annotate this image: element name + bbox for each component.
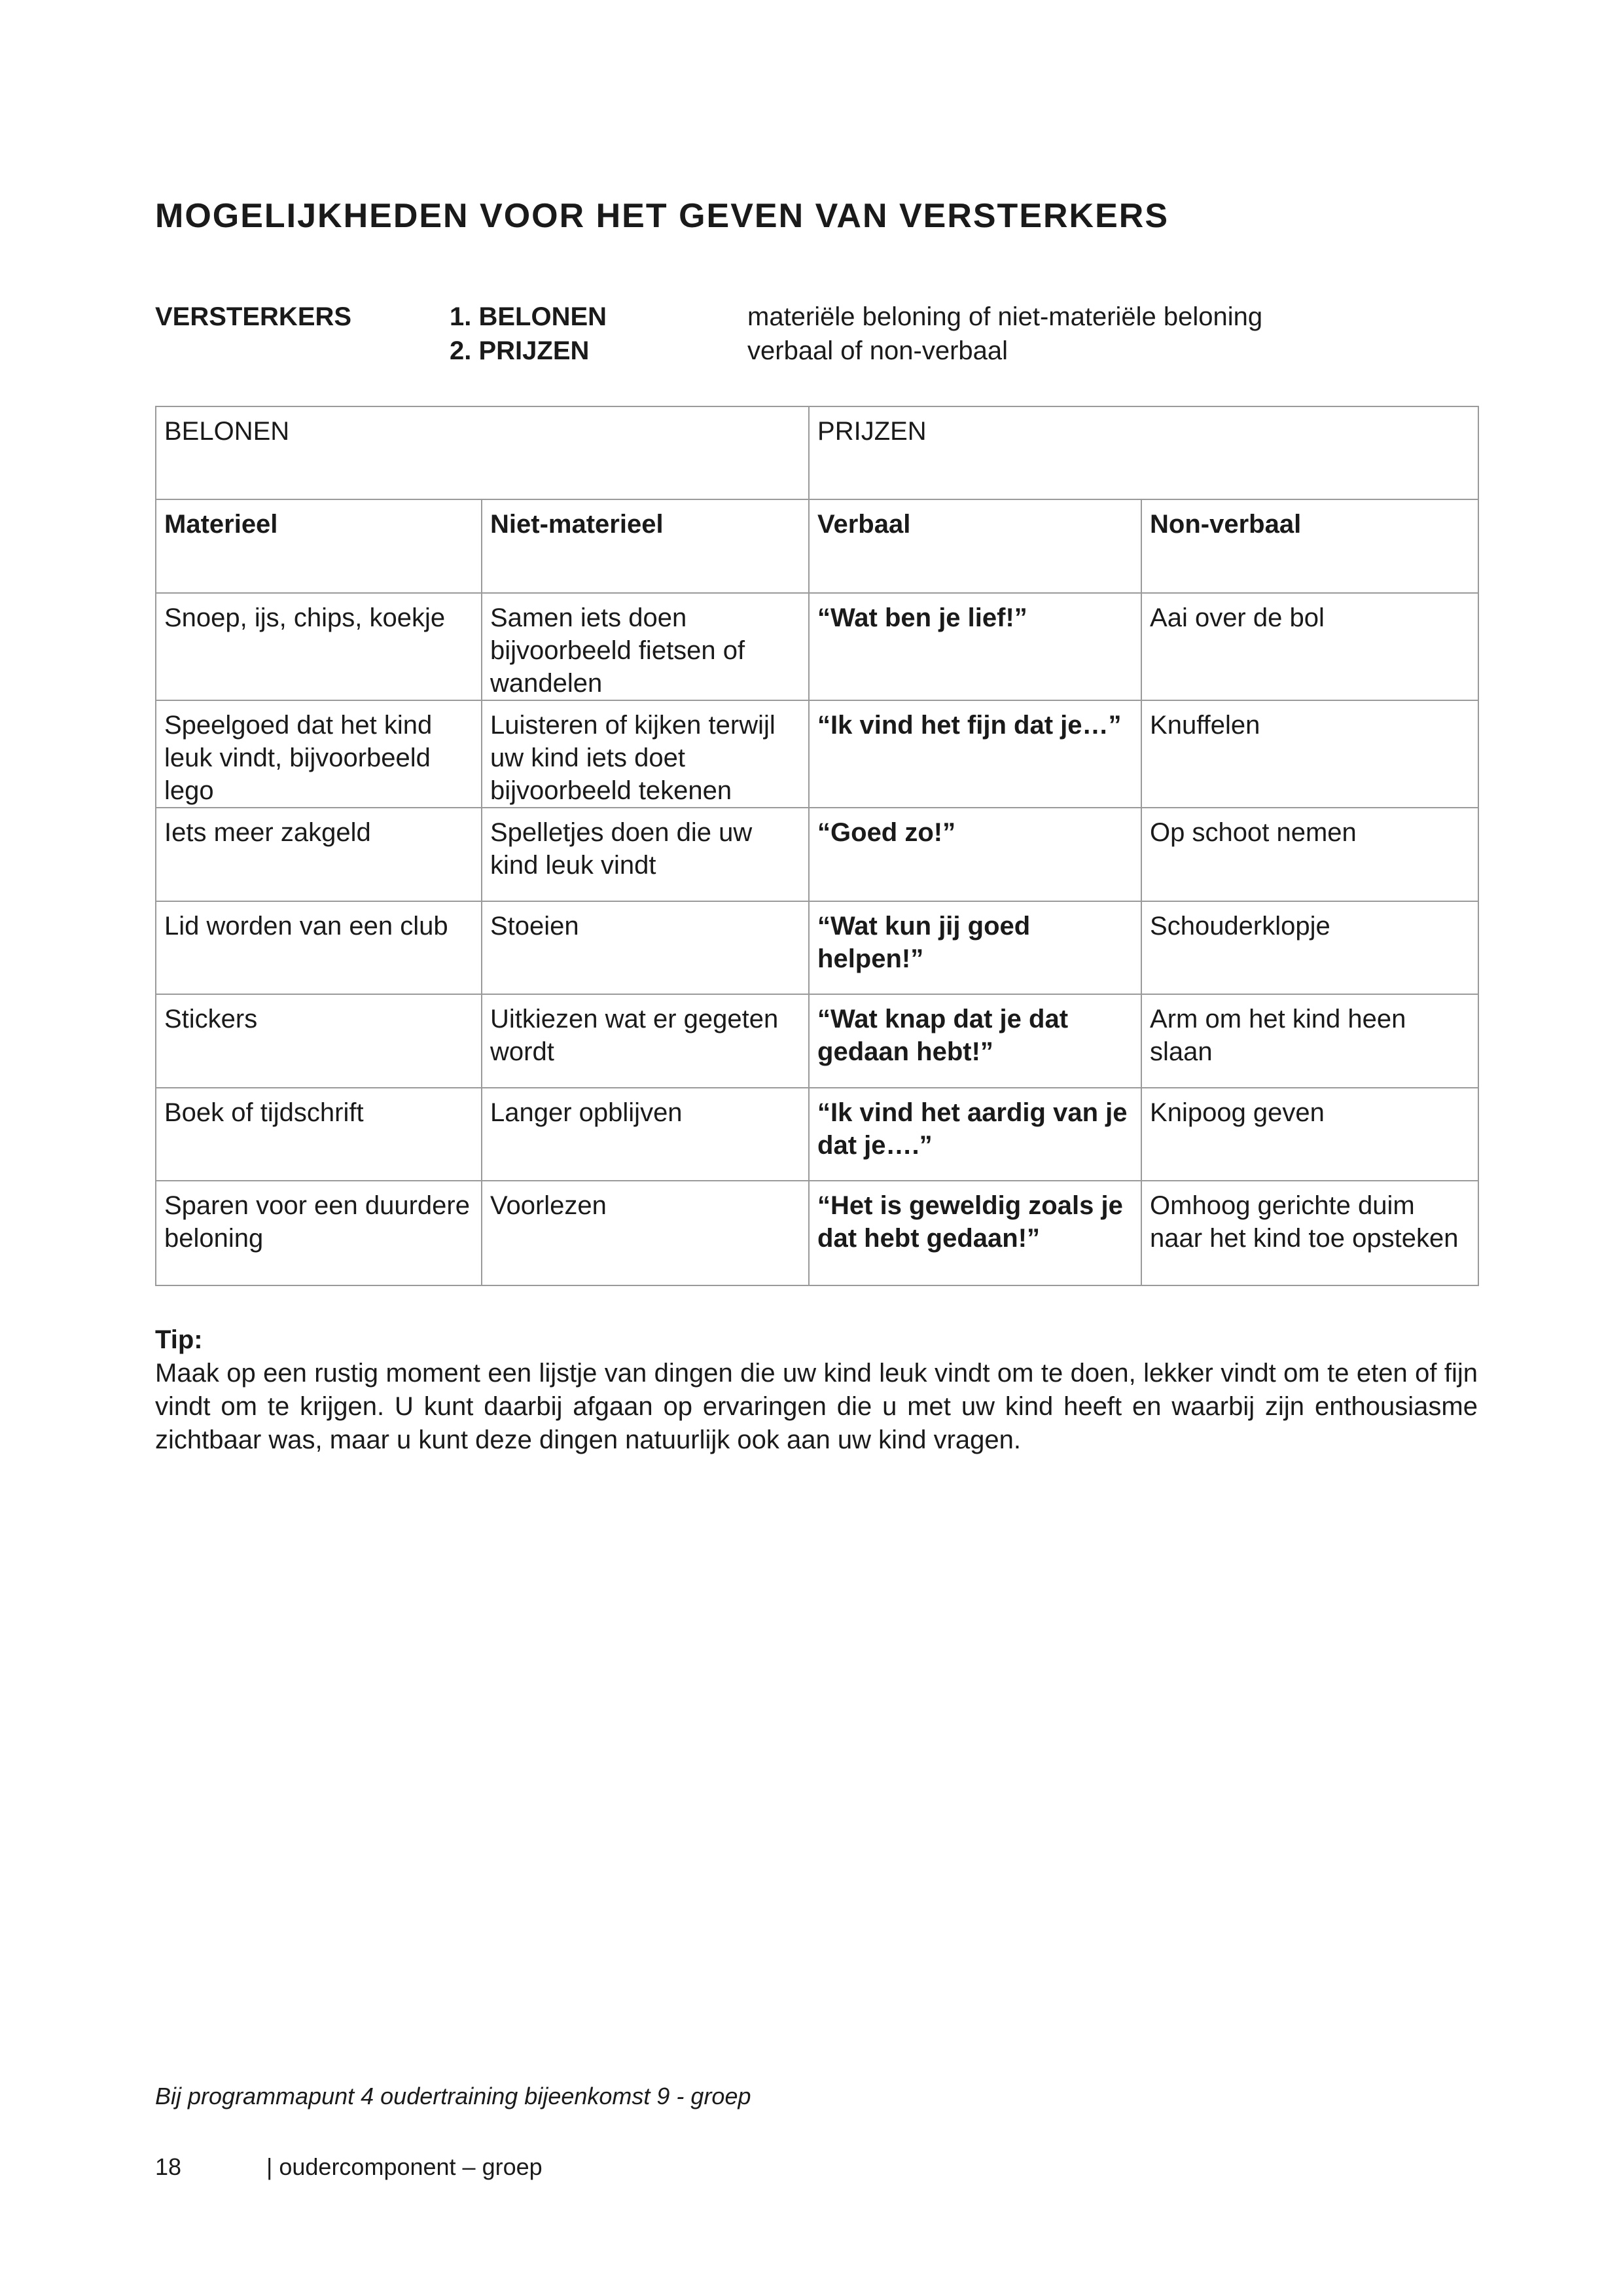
column-header-materieel: Materieel [156, 499, 482, 593]
table-cell: Aai over de bol [1141, 593, 1478, 700]
tip-label: Tip: [155, 1325, 203, 1354]
summary-item-description: materiële beloning of niet-materiële beloning [747, 302, 1263, 331]
page-number: 18 [155, 2153, 182, 2180]
table-cell: Spelletjes doen die uw kind leuk vindt [482, 808, 809, 901]
page-title: MOGELIJKHEDEN VOOR HET GEVEN VAN VERSTERKERS [155, 197, 1169, 235]
table-cell: “Wat knap dat je dat gedaan hebt!” [809, 994, 1141, 1088]
column-header-verbaal: Verbaal [809, 499, 1141, 593]
table-cell: Langer opblijven [482, 1088, 809, 1181]
summary-item-name: 2. PRIJZEN [450, 336, 590, 365]
table-cell: “Ik vind het fijn dat je…” [809, 700, 1141, 808]
table-cell: Lid worden van een club [156, 901, 482, 994]
table-cell: Speelgoed dat het kind leuk vindt, bijvoorbeeld lego [156, 700, 482, 808]
summary-label: VERSTERKERS [155, 302, 352, 331]
table-cell: Boek of tijdschrift [156, 1088, 482, 1181]
table-row [156, 700, 1478, 808]
table-row [156, 1181, 1478, 1285]
table-row [156, 593, 1478, 700]
tip-text: Maak op een rustig moment een lijstje van dingen die uw kind leuk vindt om te doen, lekker vindt om te eten of fijn vindt om te krijgen. U kunt daarbij afgaan op ervaringen die u met uw kind heeft en waarbij zijn enthousiasme zichtbaar was, maar u kunt deze dingen natuurlijk ook aan uw kind vragen. [155, 1359, 1478, 1454]
footer-section: | oudercomponent – groep [266, 2153, 543, 2180]
table-cell: “Ik vind het aardig van je dat je….” [809, 1088, 1141, 1181]
table-cell: Schouderklopje [1141, 901, 1478, 994]
table-cell: Op schoot nemen [1141, 808, 1478, 901]
table-header-row [156, 499, 1478, 593]
table-row [156, 1088, 1478, 1181]
table-cell: Voorlezen [482, 1181, 809, 1285]
table-row [156, 901, 1478, 994]
table-group-row [156, 406, 1478, 499]
table-cell: Luisteren of kijken terwijl uw kind iets doet bijvoorbeeld tekenen [482, 700, 809, 808]
table-cell: Iets meer zakgeld [156, 808, 482, 901]
table-cell: “Goed zo!” [809, 808, 1141, 901]
table-cell: “Het is geweldig zoals je dat hebt gedaan!” [809, 1181, 1141, 1285]
table-cell: Stoeien [482, 901, 809, 994]
table-cell: Sparen voor een duurdere beloning [156, 1181, 482, 1285]
table-cell: Uitkiezen wat er gegeten wordt [482, 994, 809, 1088]
table-cell: “Wat kun jij goed helpen!” [809, 901, 1141, 994]
tip-section [155, 1323, 1478, 1457]
column-header-non-verbaal: Non-verbaal [1141, 499, 1478, 593]
table-cell: Knuffelen [1141, 700, 1478, 808]
summary-descriptions [747, 300, 1262, 368]
reinforcers-table [155, 406, 1479, 1286]
table-cell: Knipoog geven [1141, 1088, 1478, 1181]
group-header-prijzen: PRIJZEN [809, 406, 1478, 499]
footer-note: Bij programmapunt 4 oudertraining bijeenkomst 9 - groep [155, 2083, 751, 2109]
group-header-belonen: BELONEN [156, 406, 809, 499]
summary-item-description: verbaal of non-verbaal [747, 336, 1008, 365]
table-cell: Snoep, ijs, chips, koekje [156, 593, 482, 700]
table-cell: Arm om het kind heen slaan [1141, 994, 1478, 1088]
table-cell: Samen iets doen bijvoorbeeld fietsen of wandelen [482, 593, 809, 700]
table-cell: Stickers [156, 994, 482, 1088]
table-cell: Omhoog gerichte duim naar het kind toe opsteken [1141, 1181, 1478, 1285]
summary-item-name: 1. BELONEN [450, 302, 607, 331]
summary-items [450, 300, 607, 368]
column-header-niet-materieel: Niet-materieel [482, 499, 809, 593]
page-footer [155, 2153, 543, 2181]
table-row [156, 994, 1478, 1088]
table-cell: “Wat ben je lief!” [809, 593, 1141, 700]
table-row [156, 808, 1478, 901]
